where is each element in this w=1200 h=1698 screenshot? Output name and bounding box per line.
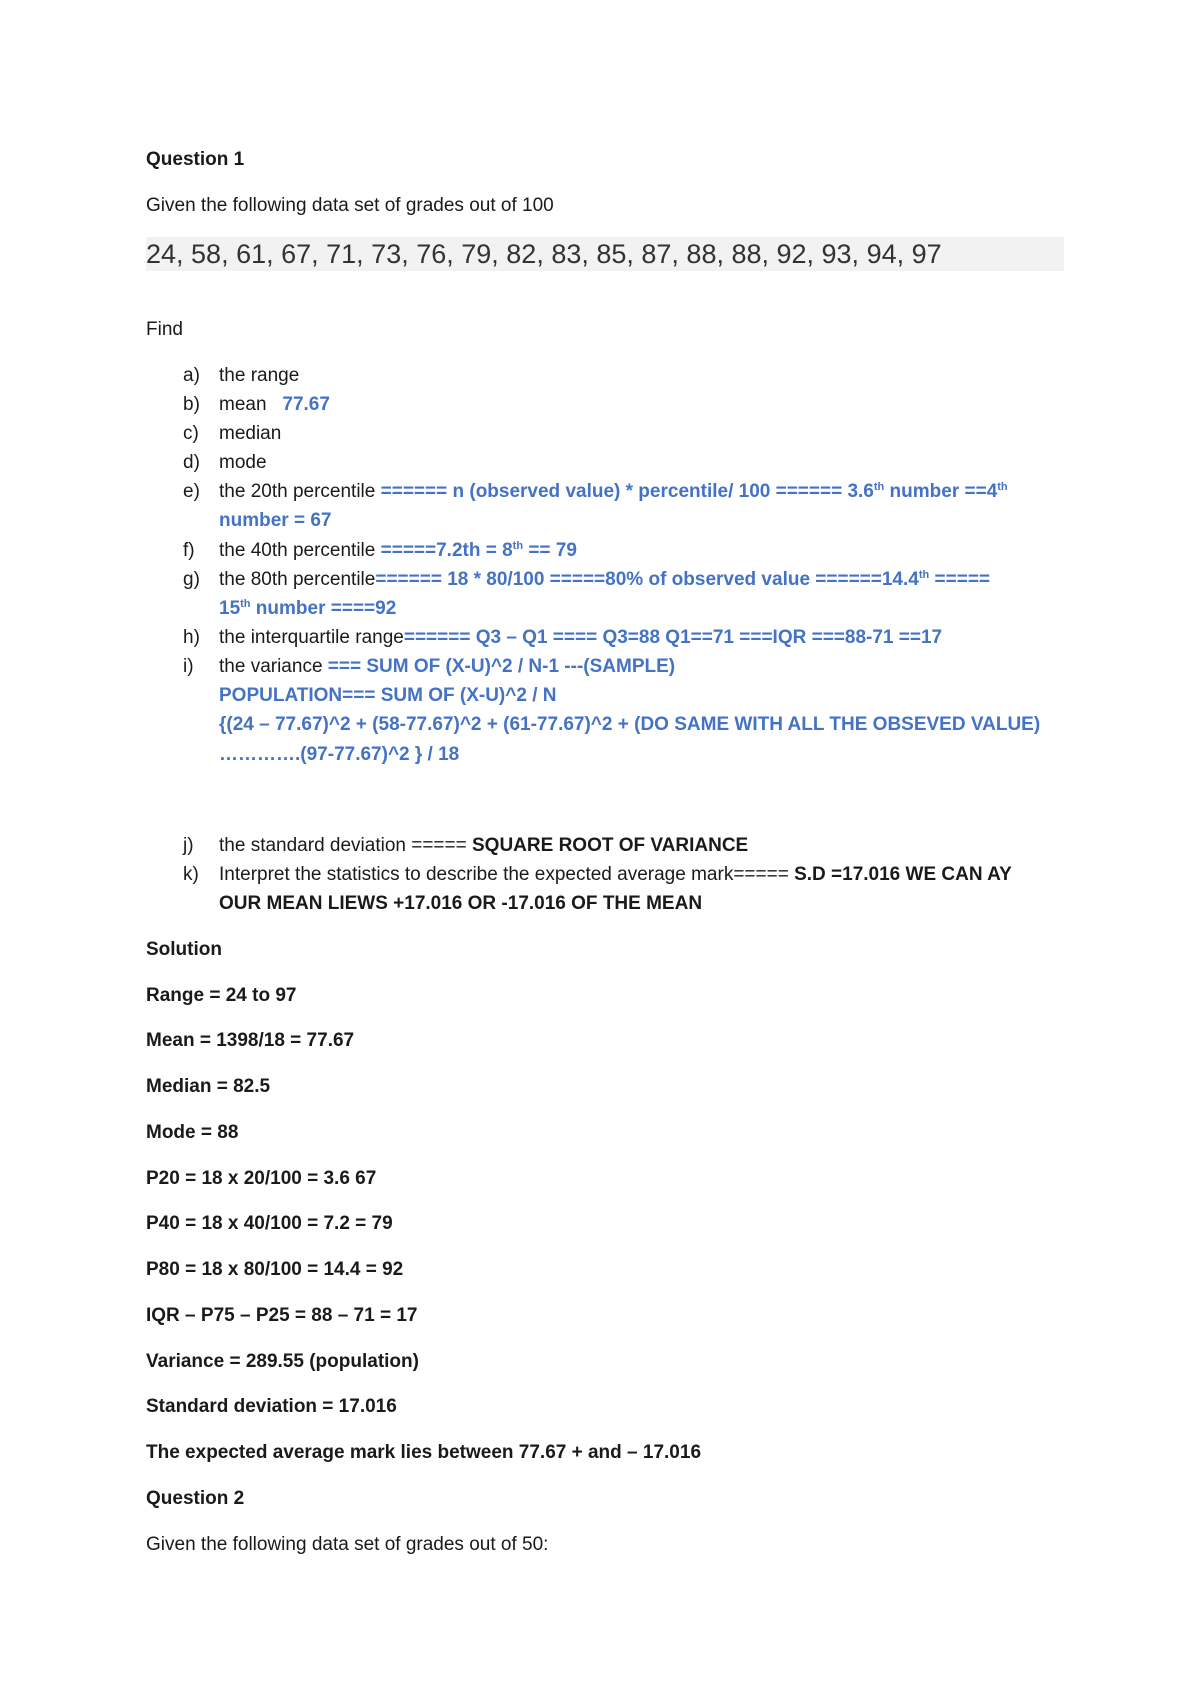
solution-heading: Solution [146,939,222,960]
answer-continuation: ………….(97-77.67)^2 } / 18 [219,744,460,765]
list-text: the 40th percentile [219,540,376,561]
solution-line: Mean = 1398/18 = 77.67 [146,1030,355,1051]
solution-line: Median = 82.5 [146,1076,271,1097]
answer-text: ====== 18 * 80/100 =====80% of observed value ======14.4 [375,569,919,590]
list-text: the interquartile range [219,627,404,648]
solution-line: P80 = 18 x 80/100 = 14.4 = 92 [146,1259,404,1280]
list-marker: f) [183,540,195,561]
list-marker: g) [183,569,200,590]
question-2-intro: Given the following data set of grades out of 50: [146,1534,549,1555]
answer-continuation [219,597,396,621]
list-marker: i) [183,656,194,677]
list-text: the standard deviation ===== [219,835,467,856]
list-marker: e) [183,481,200,502]
answer-continuation: {(24 – 77.67)^2 + (58-77.67)^2 + (61-77.67)^2 + (DO SAME WITH ALL THE OBSEVED VALUE) [219,714,1041,735]
solution-line: The expected average mark lies between 77.67 + and – 17.016 [146,1442,702,1463]
list-marker: b) [183,394,200,415]
solution-line: Standard deviation = 17.016 [146,1396,397,1417]
superscript: th [873,481,885,493]
answer-text: S.D =17.016 WE CAN AY [788,864,1012,885]
grades-dataset-text: 24, 58, 61, 67, 71, 73, 76, 79, 82, 83, 85, 87, 88, 88, 92, 93, 94, 97 [146,239,942,269]
superscript: th [240,598,251,610]
solution-line: Range = 24 to 97 [146,985,297,1006]
answer-text: ====== n (observed value) * percentile/ 100 ====== 3.6 [375,481,874,502]
list-marker: j) [183,835,194,856]
answer-text: =====7.2th = 8 [375,540,513,561]
answer-text: 15 [219,598,241,619]
list-marker: k) [183,864,199,885]
list-marker: a) [183,365,200,386]
grades-dataset [146,237,1064,271]
answer-text: == 79 [523,540,577,561]
answer-continuation: number = 67 [219,510,332,531]
find-label: Find [146,319,183,340]
superscript: th [997,481,1008,493]
answer-continuation: OUR MEAN LIEWS +17.016 OR -17.016 OF THE MEAN [219,893,703,914]
solution-line: IQR – P75 – P25 = 88 – 71 = 17 [146,1305,418,1326]
list-marker: h) [183,627,200,648]
question-2-heading: Question 2 [146,1488,245,1509]
answer-text: number ====92 [250,598,397,619]
superscript: th [512,540,524,552]
answer-text: SQUARE ROOT OF VARIANCE [466,835,749,856]
list-text: mean [219,394,267,415]
answer-text: number ==4 [884,481,998,502]
answer-text: ===== [929,569,991,590]
list-marker: c) [183,423,199,444]
answer-text: ====== Q3 – Q1 ==== Q3=88 Q1==71 ===IQR ===88-71 ==17 [403,627,943,648]
list-text: median [219,423,282,444]
list-text: the variance [219,656,328,677]
solution-line: P40 = 18 x 40/100 = 7.2 = 79 [146,1213,393,1234]
list-text: the range [219,365,300,386]
answer-text: === SUM OF (X-U)^2 / N-1 ---(SAMPLE) [327,656,676,677]
answer-continuation: POPULATION=== SUM OF (X-U)^2 / N [219,685,557,706]
solution-line: Variance = 289.55 (population) [146,1351,419,1372]
answer-text: 77.67 [282,394,330,415]
solution-line: P20 = 18 x 20/100 = 3.6 67 [146,1168,377,1189]
list-text: mode [219,452,267,473]
list-text: Interpret the statistics to describe the expected average mark===== [219,864,789,885]
list-marker: d) [183,452,200,473]
list-text: the 20th percentile [219,481,376,502]
solution-line: Mode = 88 [146,1122,239,1143]
question-1-heading: Question 1 [146,149,245,170]
question-1-intro: Given the following data set of grades out of 100 [146,195,554,216]
superscript: th [918,569,930,581]
list-text: the 80th percentile [219,569,376,590]
